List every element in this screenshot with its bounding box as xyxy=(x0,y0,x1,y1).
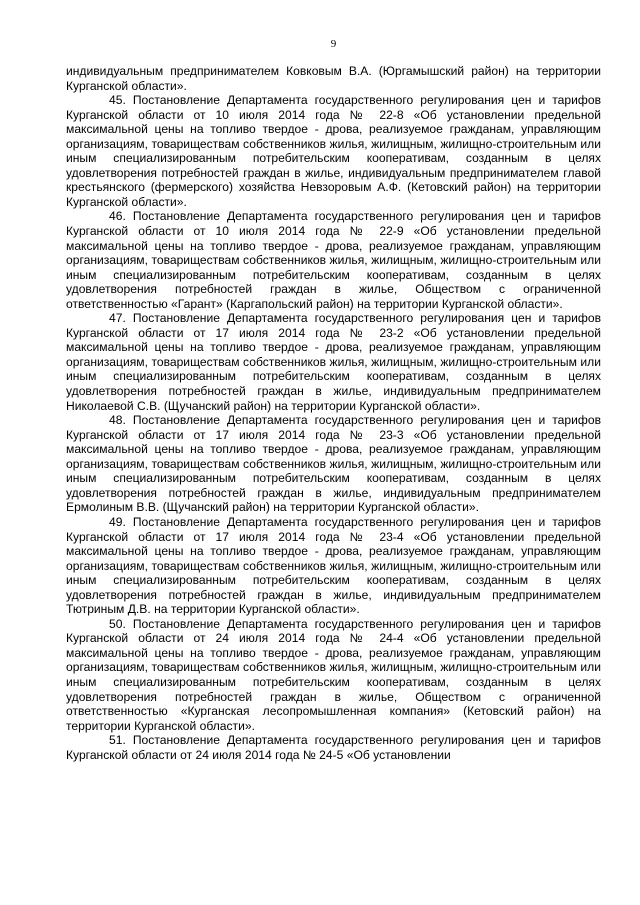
paragraph-continuation: индивидуальным предпринимателем Ковковым В.А. (Юргамышский район) на территории Курганской области». xyxy=(66,64,601,93)
paragraph-item-45: 45. Постановление Департамента государственного регулирования цен и тарифов Курганской области от 10 июля 2014 года № 22-8 «Об установлении предельной максимальной цены на топливо твердое - дрова, реализуемое гражданам, управляющим организациям, товариществам собственников жилья, жилищным, жилищно-строительным или иным специализированным потребительским кооперативам, созданным в целях удовлетворения потребностей граждан в жилье, индивидуальным предпринимателем главой крестьянского (фермерского) хозяйства Невзоровым А.Ф. (Кетовский район) на территории Курганской области». xyxy=(66,93,601,209)
paragraph-item-48: 48. Постановление Департамента государственного регулирования цен и тарифов Курганской области от 17 июля 2014 года № 23-3 «Об установлении предельной максимальной цены на топливо твердое - дрова, реализуемое гражданам, управляющим организациям, товариществам собственников жилья, жилищным, жилищно-строительным или иным специализированным потребительским кооперативам, созданным в целях удовлетворения потребностей граждан в жилье, индивидуальным предпринимателем Ермолиным В.В. (Щучанский район) на территории Курганской области». xyxy=(66,413,601,515)
paragraph-item-49: 49. Постановление Департамента государственного регулирования цен и тарифов Курганской области от 17 июля 2014 года № 23-4 «Об установлении предельной максимальной цены на топливо твердое - дрова, реализуемое гражданам, управляющим организациям, товариществам собственников жилья, жилищным, жилищно-строительным или иным специализированным потребительским кооперативам, созданным в целях удовлетворения потребностей граждан в жилье, индивидуальным предпринимателем Тютриным Д.В. на территории Курганской области». xyxy=(66,514,601,617)
paragraph-item-46: 46. Постановление Департамента государственного регулирования цен и тарифов Курганской области от 10 июля 2014 года № 22-9 «Об установлении предельной максимальной цены на топливо твердое - дрова, реализуемое гражданам, управляющим организациям, товариществам собственников жилья, жилищным, жилищно-строительным или иным специализированным потребительским кооперативам, созданным в целях удовлетворения потребностей граждан в жилье, Обществом с ограниченной ответственностью «Гарант» (Каргапольский район) на территории Курганской области». xyxy=(66,209,601,311)
paragraph-item-50: 50. Постановление Департамента государственного регулирования цен и тарифов Курганской области от 24 июля 2014 года № 24-4 «Об установлении предельной максимальной цены на топливо твердое - дрова, реализуемое гражданам, управляющим организациям, товариществам собственников жилья, жилищным, жилищно-строительным или иным специализированным потребительским кооперативам, созданным в целях удовлетворения потребностей граждан в жилье, Обществом с ограниченной ответственностью «Курганская лесопромышленная компания» (Кетовский район) на территории Курганской области». xyxy=(66,616,601,733)
page-number: 9 xyxy=(330,38,337,50)
document-page xyxy=(66,38,601,762)
paragraph-item-47: 47. Постановление Департамента государственного регулирования цен и тарифов Курганской области от 17 июля 2014 года № 23-2 «Об установлении предельной максимальной цены на топливо твердое - дрова, реализуемое гражданам, управляющим организациям, товариществам собственников жилья, жилищным, жилищно-строительным или иным специализированным потребительским кооперативам, созданным в целях удовлетворения потребностей граждан в жилье, индивидуальным предпринимателем Николаевой С.В. (Щучанский район) на территории Курганской области». xyxy=(66,311,601,413)
paragraph-item-51: 51. Постановление Департамента государственного регулирования цен и тарифов Курганской области от 24 июля 2014 года № 24-5 «Об установлении xyxy=(66,733,601,762)
